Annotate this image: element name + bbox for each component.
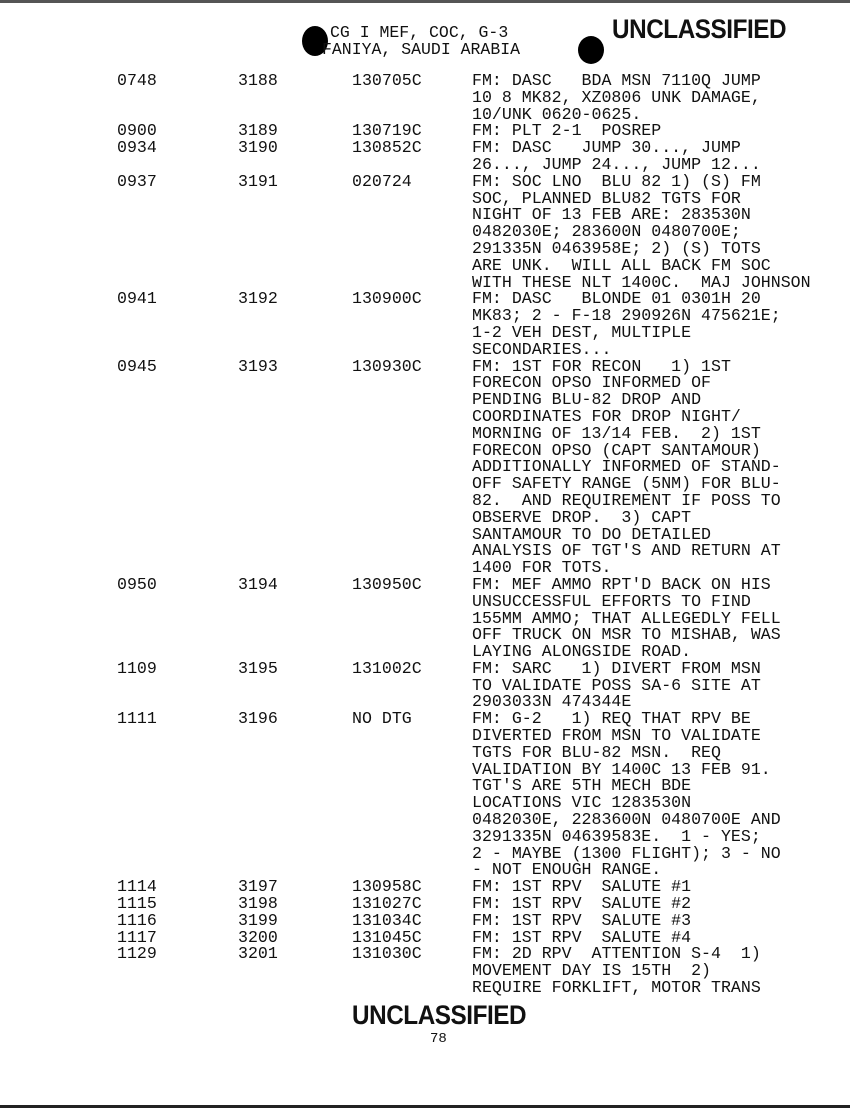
entry-dtg: 131027C [352,894,422,914]
entry-dtg: NO DTG [352,709,412,729]
log-entry [117,171,811,292]
entry-text-line: DIVERTED FROM MSN TO VALIDATE [472,726,761,746]
header-unit: CG I MEF, COC, G-3 [330,23,509,42]
log-entry [117,896,811,913]
entry-text [472,356,781,578]
entry-text [472,574,781,662]
classification-top: UNCLASSIFIED [612,14,787,44]
entry-text-line: COORDINATES FOR DROP NIGHT/ [472,406,741,426]
entry-text-line: ANALYSIS OF TGT'S AND RETURN AT [472,541,781,561]
log-entry [117,910,811,930]
entry-text-line: 291335N 0463958E; 2) (S) TOTS [472,238,761,258]
redaction-blot [578,36,604,64]
entry-text-line: SANTAMOUR TO DO DETAILED [472,524,711,544]
entry-dtg: 130900C [352,289,422,309]
entry-text-line: FM: SARC 1) DIVERT FROM MSN [472,658,761,678]
log-entry [117,356,811,578]
entry-text-line: 1-2 VEH DEST, MULTIPLE [472,322,692,342]
entry-text [472,658,761,712]
entry-serial: 3188 [238,71,278,90]
entry-serial: 3192 [238,289,278,309]
entry-text-line: 0482030E, 2283600N 0480700E AND [472,810,781,830]
entry-text-line: 1400 FOR TOTS. [472,558,612,578]
entry-serial: 3195 [238,658,278,678]
page-number: 78 [430,1031,447,1047]
entry-text-line: WITH THESE NLT 1400C. MAJ JOHNSON [472,272,811,292]
classification-bottom: UNCLASSIFIED [352,1000,527,1030]
entry-time: 1116 [117,910,157,930]
entry-time: 0941 [117,289,157,309]
entry-dtg: 131030C [352,944,422,964]
entry-serial: 3196 [238,709,278,729]
entry-serial: 3199 [238,910,278,930]
entry-time: 1115 [117,894,157,914]
entry-text-line: - NOT ENOUGH RANGE. [472,860,662,880]
entry-dtg: 131045C [352,927,422,947]
entry-text-line: FM: DASC JUMP 30..., JUMP [472,138,741,158]
entry-text-line: FORECON OPSO (CAPT SANTAMOUR) [472,440,761,460]
entry-time: 0937 [117,171,157,191]
entry-text-line: FM: 1ST RPV SALUTE #1 [472,877,692,897]
entry-text-line: OFF TRUCK ON MSR TO MISHAB, WAS [472,625,781,645]
entry-text-line: MOVEMENT DAY IS 15TH 2) [472,961,711,981]
entry-serial: 3191 [238,171,278,191]
entry-serial: 3189 [238,121,278,141]
entry-serial: 3200 [238,927,278,947]
entry-text-line: MORNING OF 13/14 FEB. 2) 1ST [472,423,761,443]
entry-dtg: 131034C [352,910,422,930]
entry-text-line: MK83; 2 - F-18 290926N 475621E; [472,306,781,326]
entry-text [472,946,761,996]
entry-text-line: OBSERVE DROP. 3) CAPT [472,507,692,527]
entry-time: 1109 [117,658,157,678]
entry-time: 0748 [117,71,157,90]
entry-text-line: 26..., JUMP 24..., JUMP 12... [472,154,761,174]
entry-text [472,291,781,358]
entry-text-line: REQUIRE FORKLIFT, MOTOR TRANS [472,978,761,998]
entry-text [472,73,761,123]
entry-text-line: 10 8 MK82, XZ0806 UNK DAMAGE, [472,87,761,107]
entry-text-line: 155MM AMMO; THAT ALLEGEDLY FELL [472,608,781,628]
entry-text-line: SOC, PLANNED BLU82 TGTS FOR [472,188,741,208]
entry-dtg: 130930C [352,356,422,376]
log-entry [117,711,811,879]
scan-bottom-border [0,1105,850,1108]
entry-text-line: 82. AND REQUIREMENT IF POSS TO [472,490,781,510]
entry-text-line: FM: 2D RPV ATTENTION S-4 1) [472,944,761,964]
entry-text-line: TO VALIDATE POSS SA-6 SITE AT [472,675,761,695]
entry-serial: 3197 [238,877,278,897]
log-entry [117,658,811,712]
entry-dtg: 131002C [352,658,422,678]
entry-time: 0945 [117,356,157,376]
entry-time: 1117 [117,927,157,947]
entry-time: 1114 [117,877,157,897]
log-entry [117,574,811,662]
log-entry [117,140,811,174]
entry-text-line: TGTS FOR BLU-82 MSN. REQ [472,742,721,762]
entry-text-line: FM: SOC LNO BLU 82 1) (S) FM [472,171,761,191]
entry-text-line: TGT'S ARE 5TH MECH BDE [472,776,692,796]
entry-text-line: OFF SAFETY RANGE (5NM) FOR BLU- [472,474,781,494]
entry-text-line: LOCATIONS VIC 1283530N [472,793,692,813]
entry-serial: 3198 [238,894,278,914]
entry-text-line: 2903033N 474344E [472,692,632,712]
entry-time: 0950 [117,574,157,594]
entry-time: 1111 [117,709,157,729]
entry-serial: 3193 [238,356,278,376]
entry-text [472,171,811,292]
entry-dtg: 130958C [352,877,422,897]
scan-top-border [0,0,850,3]
log-entry [117,879,811,896]
header-location: FANIYA, SAUDI ARABIA [322,40,521,59]
entry-serial: 3201 [238,944,278,964]
entry-text-line: FM: 1ST RPV SALUTE #2 [472,894,692,914]
entry-time: 1129 [117,944,157,964]
entry-text-line: VALIDATION BY 1400C 13 FEB 91. [472,759,771,779]
entry-serial: 3190 [238,138,278,158]
entry-text-line: FM: DASC BDA MSN 7110Q JUMP [472,71,761,90]
entry-dtg: 130705C [352,71,422,90]
entry-time: 0900 [117,121,157,141]
entry-text-line: 0482030E; 283600N 0480700E; [472,222,741,242]
entry-text-line: FM: DASC BLONDE 01 0301H 20 [472,289,761,309]
entry-text-line: SECONDARIES... [472,339,612,359]
entry-dtg: 130950C [352,574,422,594]
log-entry [117,291,811,358]
entry-dtg: 020724 [352,171,412,191]
entry-text-line: 10/UNK 0620-0625. [472,104,642,124]
entry-text-line: FM: MEF AMMO RPT'D BACK ON HIS [472,574,771,594]
entry-text-line: FORECON OPSO INFORMED OF [472,373,711,393]
entry-text-line: LAYING ALONGSIDE ROAD. [472,642,692,662]
entry-text-line: 3291335N 04639583E. 1 - YES; [472,826,761,846]
entry-text-line: UNSUCCESSFUL EFFORTS TO FIND [472,591,751,611]
entry-text [472,140,761,174]
entry-text-line: PENDING BLU-82 DROP AND [472,390,702,410]
entry-text-line: 2 - MAYBE (1300 FLIGHT); 3 - NO [472,843,781,863]
entry-text [472,711,781,879]
log-entry [117,73,811,123]
entry-text-line: FM: 1ST RPV SALUTE #4 [472,927,692,947]
entry-text-line: ARE UNK. WILL ALL BACK FM SOC [472,255,771,275]
log-entry [117,946,811,996]
entry-text-line: FM: 1ST FOR RECON 1) 1ST [472,356,731,376]
entry-dtg: 130852C [352,138,422,158]
entry-text-line: FM: 1ST RPV SALUTE #3 [472,910,692,930]
entry-text-line: NIGHT OF 13 FEB ARE: 283530N [472,205,751,225]
entry-dtg: 130719C [352,121,422,141]
entry-time: 0934 [117,138,157,158]
entry-text-line: FM: PLT 2-1 POSREP [472,121,662,141]
entry-text-line: ADDITIONALLY INFORMED OF STAND- [472,457,781,477]
entry-serial: 3194 [238,574,278,594]
message-log [117,73,811,997]
entry-text-line: FM: G-2 1) REQ THAT RPV BE [472,709,751,729]
